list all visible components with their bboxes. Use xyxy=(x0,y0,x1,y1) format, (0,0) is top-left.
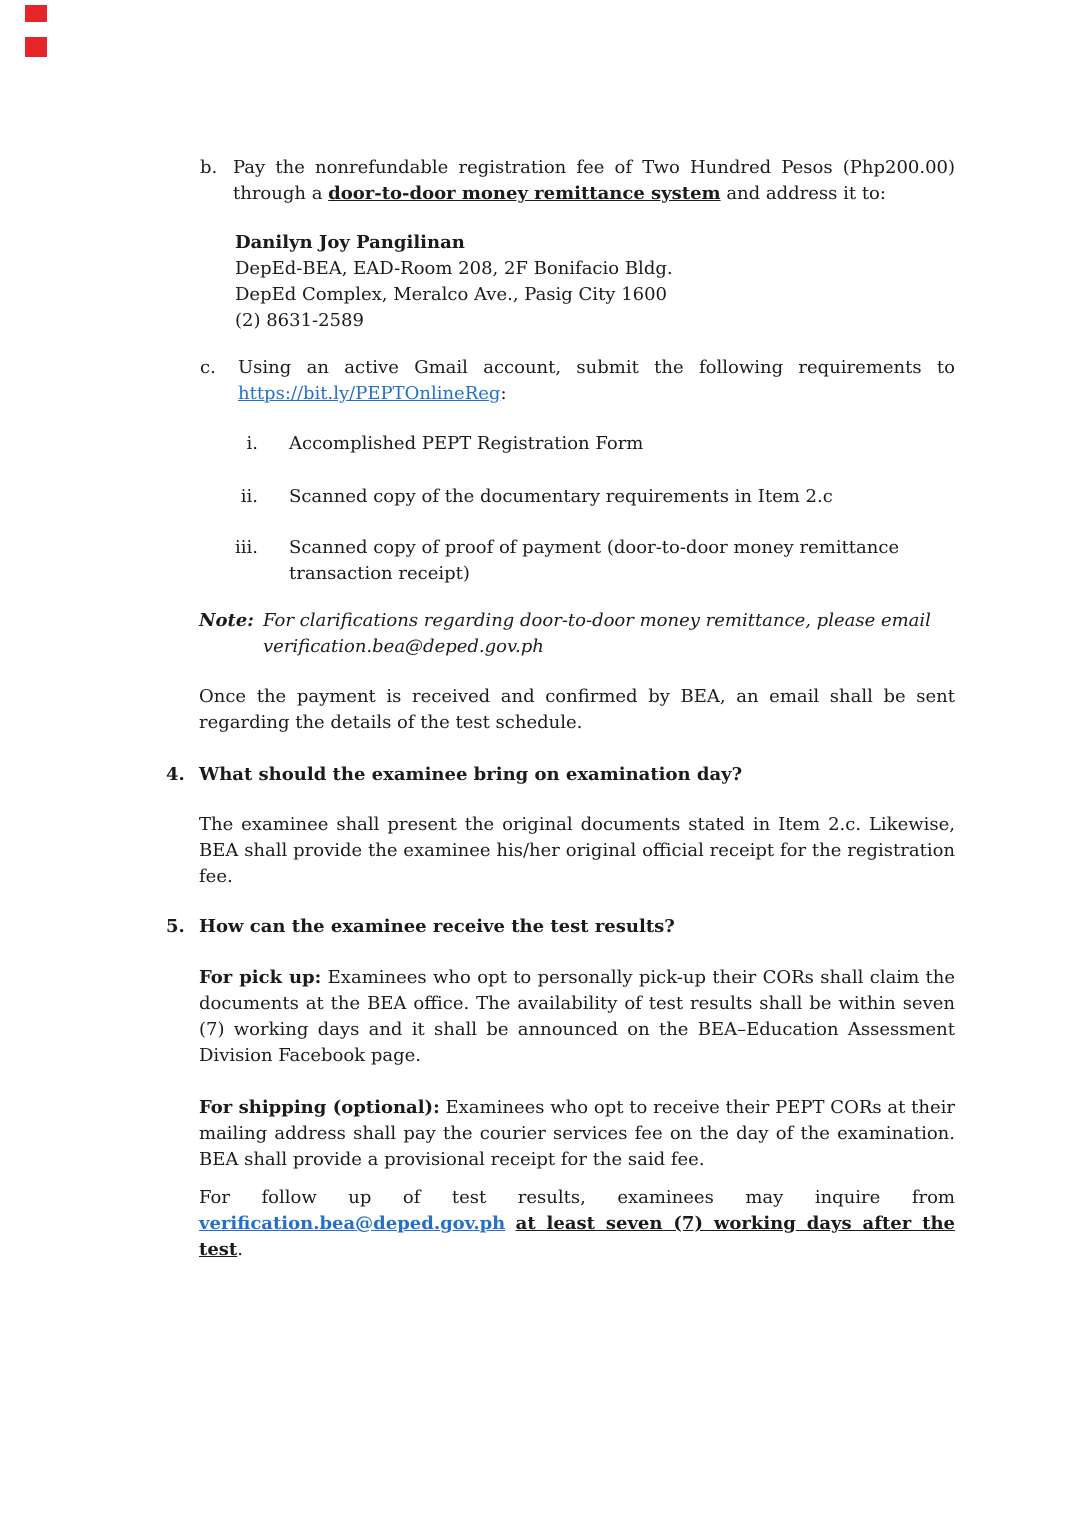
verification-email-link[interactable]: verification.bea@deped.gov.ph xyxy=(199,1213,506,1234)
item-b-bold-underline: door-to-door money remittance system xyxy=(328,183,721,204)
addressee-name: Danilyn Joy Pangilinan xyxy=(235,232,465,253)
pickup-paragraph xyxy=(199,965,955,1069)
followup-line-1: For follow up of test results, examinees may inquire from xyxy=(199,1187,955,1208)
pickup-lead: For pick up: xyxy=(199,967,322,988)
followup-line-3 xyxy=(199,1237,955,1263)
red-annotation-mark-bottom xyxy=(25,37,47,57)
sub-item-iii-text: Scanned copy of proof of payment (door-to-door money remittance transaction receipt) xyxy=(289,537,900,584)
note-block xyxy=(199,608,956,660)
note-label: Note: xyxy=(199,610,254,631)
question-5-number: 5. xyxy=(166,916,185,937)
red-annotation-mark-top xyxy=(25,5,47,22)
question-5-title: How can the examinee receive the test results? xyxy=(199,916,675,937)
followup-test-bold: test xyxy=(199,1239,238,1260)
payment-confirmation-paragraph: Once the payment is received and confirmed by BEA, an email shall be sent regarding the details of the test schedule. xyxy=(199,686,955,733)
question-4-title: What should the examinee bring on examination day? xyxy=(199,764,743,785)
shipping-body: Examinees who opt to receive their PEPT CORs at their mailing address shall pay the courier services fee on the day of the examination. BEA shall provide a provisional receipt for the said fee. xyxy=(199,1097,955,1170)
address-phone: (2) 8631-2589 xyxy=(235,310,364,331)
item-b-text-2: and address it to: xyxy=(720,183,886,204)
pept-online-reg-link[interactable]: https://bit.ly/PEPTOnlineReg xyxy=(238,383,501,404)
followup-period: . xyxy=(237,1239,243,1260)
list-item-b-text xyxy=(233,155,955,207)
note-text: For clarifications regarding door-to-door money remittance, please email verification.bea@deped.gov.ph xyxy=(263,610,931,657)
question-5-heading xyxy=(166,914,955,940)
sub-item-i-label: i. xyxy=(246,433,258,454)
list-item-c-label: c. xyxy=(200,357,216,378)
sub-item-ii-text: Scanned copy of the documentary requirements in Item 2.c xyxy=(289,486,833,507)
remittance-address-block xyxy=(235,230,673,334)
sub-item-i xyxy=(166,431,955,457)
sub-item-i-text: Accomplished PEPT Registration Form xyxy=(289,433,644,454)
item-c-text-1: Using an active Gmail account, submit the following requirements to xyxy=(238,357,955,378)
item-c-text-2: : xyxy=(500,383,507,404)
shipping-lead: For shipping (optional): xyxy=(199,1097,440,1118)
sub-item-iii-label: iii. xyxy=(235,537,258,558)
question-4-heading xyxy=(166,762,955,788)
question-4-body: The examinee shall present the original documents stated in Item 2.c. Likewise, BEA shall provide the examinee his/her original official receipt for the registration fee. xyxy=(199,814,955,887)
list-item-b-label: b. xyxy=(200,157,218,178)
sub-item-iii xyxy=(166,535,955,587)
question-4-number: 4. xyxy=(166,764,185,785)
address-line-2: DepEd Complex, Meralco Ave., Pasig City 1600 xyxy=(235,284,667,305)
followup-line-2 xyxy=(199,1211,955,1237)
item-b-text-1: Pay the nonrefundable registration fee of Two Hundred Pesos (Php200.00) through a xyxy=(233,157,955,204)
list-item-b xyxy=(200,155,955,207)
sub-item-ii-label: ii. xyxy=(240,486,258,507)
list-item-c xyxy=(200,355,955,407)
address-line-1: DepEd-BEA, EAD-Room 208, 2F Bonifacio Bldg. xyxy=(235,258,673,279)
sub-item-ii xyxy=(166,484,955,510)
list-item-c-text xyxy=(238,355,955,407)
followup-bold-underline: at least seven (7) working days after the xyxy=(515,1213,955,1234)
pickup-body: Examinees who opt to personally pick-up their CORs shall claim the documents at the BEA office. The availability of test results shall be within seven (7) working days and it shall be announced on the BEA–Education Assessment Division Facebook page. xyxy=(199,967,955,1066)
shipping-paragraph xyxy=(199,1095,955,1173)
